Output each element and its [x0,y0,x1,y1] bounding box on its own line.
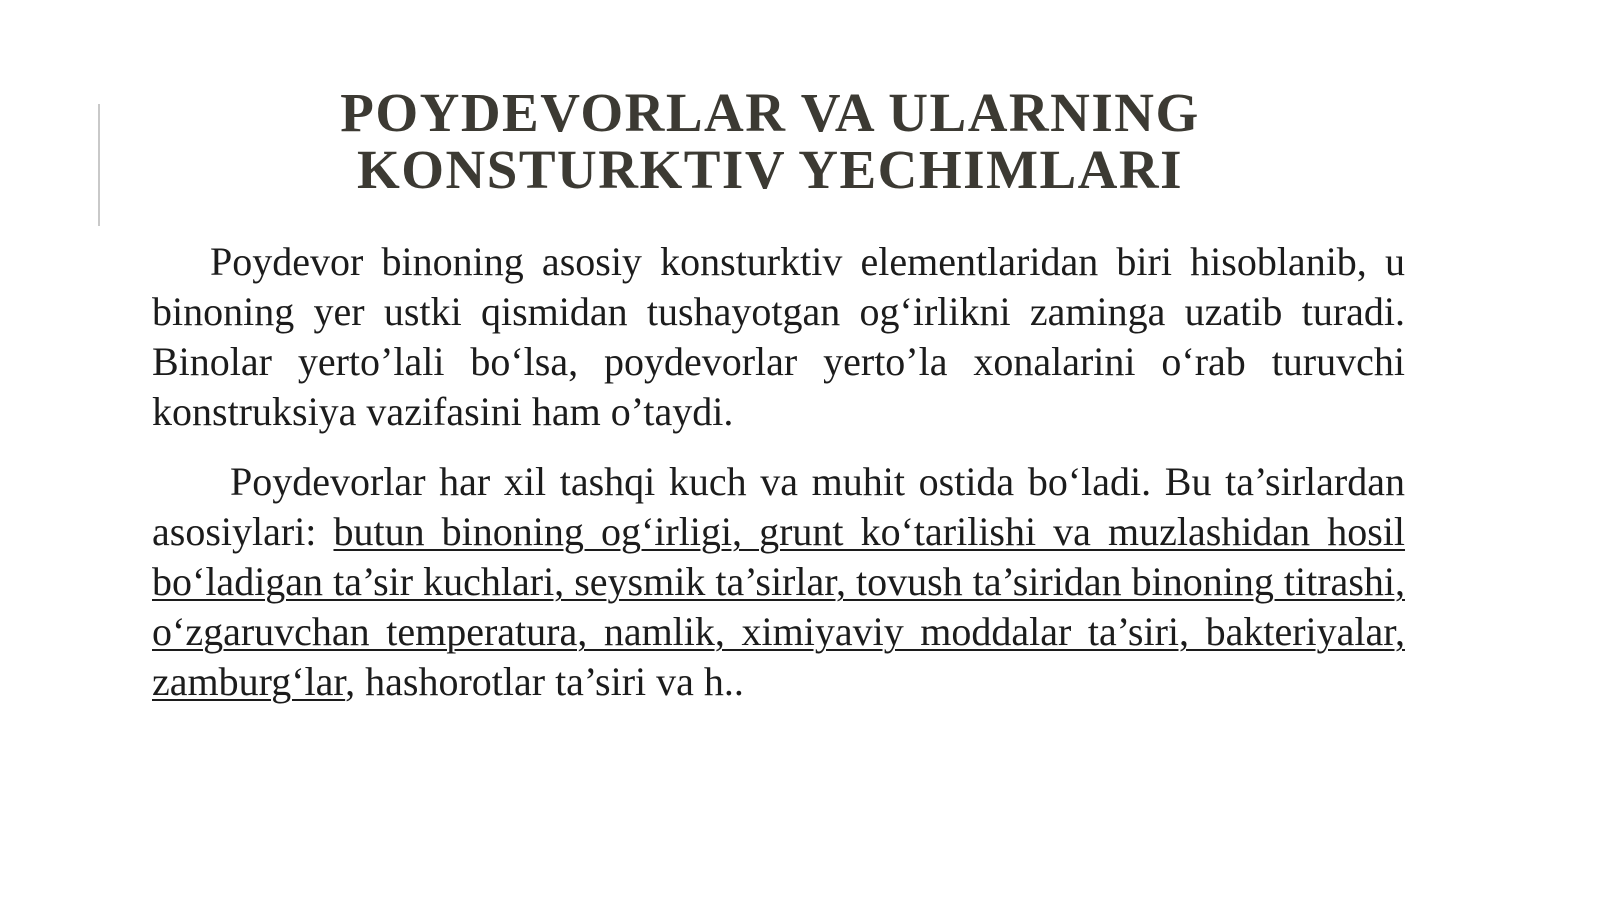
paragraph-2-tail: , hashorotlar ta’siri va h.. [345,659,744,704]
paragraph-2-underlined-list: butun binoning og‘irligi, grunt ko‘tarilishi va muzlashidan hosil bo‘ladigan ta’sir kuchlari, seysmik ta’sirlar, tovush ta’siridan binoning titrashi, o‘zgaruvchan temperatura, namlik, ximiyaviy moddalar ta’siri, bakteriyalar, zamburg‘lar [152,509,1406,704]
slide-title-line-1: POYDEVORLAR VA ULARNING [340,82,1200,143]
slide-title [150,84,1390,198]
paragraph-2-lead: Poydevorlar har xil tashqi kuch va muhit ostida bo‘ladi. Bu ta’sirlardan asosiylari: [152,459,1405,554]
slide-body [152,237,1405,707]
title-accent-line [98,104,100,226]
paragraph-1: Poydevor binoning asosiy konsturktiv elementlaridan biri hisoblanib, u binoning yer ustki qismidan tushayotgan og‘irlikni zaminga uzatib turadi. Binolar yerto’lali bo‘lsa, poydevorlar yerto’la xonalarini o‘rab turuvchi konstruksiya vazifasini ham o’taydi. [152,239,1405,434]
paragraph-2 [152,457,1405,707]
slide-title-line-2: KONSTURKTIV YECHIMLARI [356,139,1184,200]
